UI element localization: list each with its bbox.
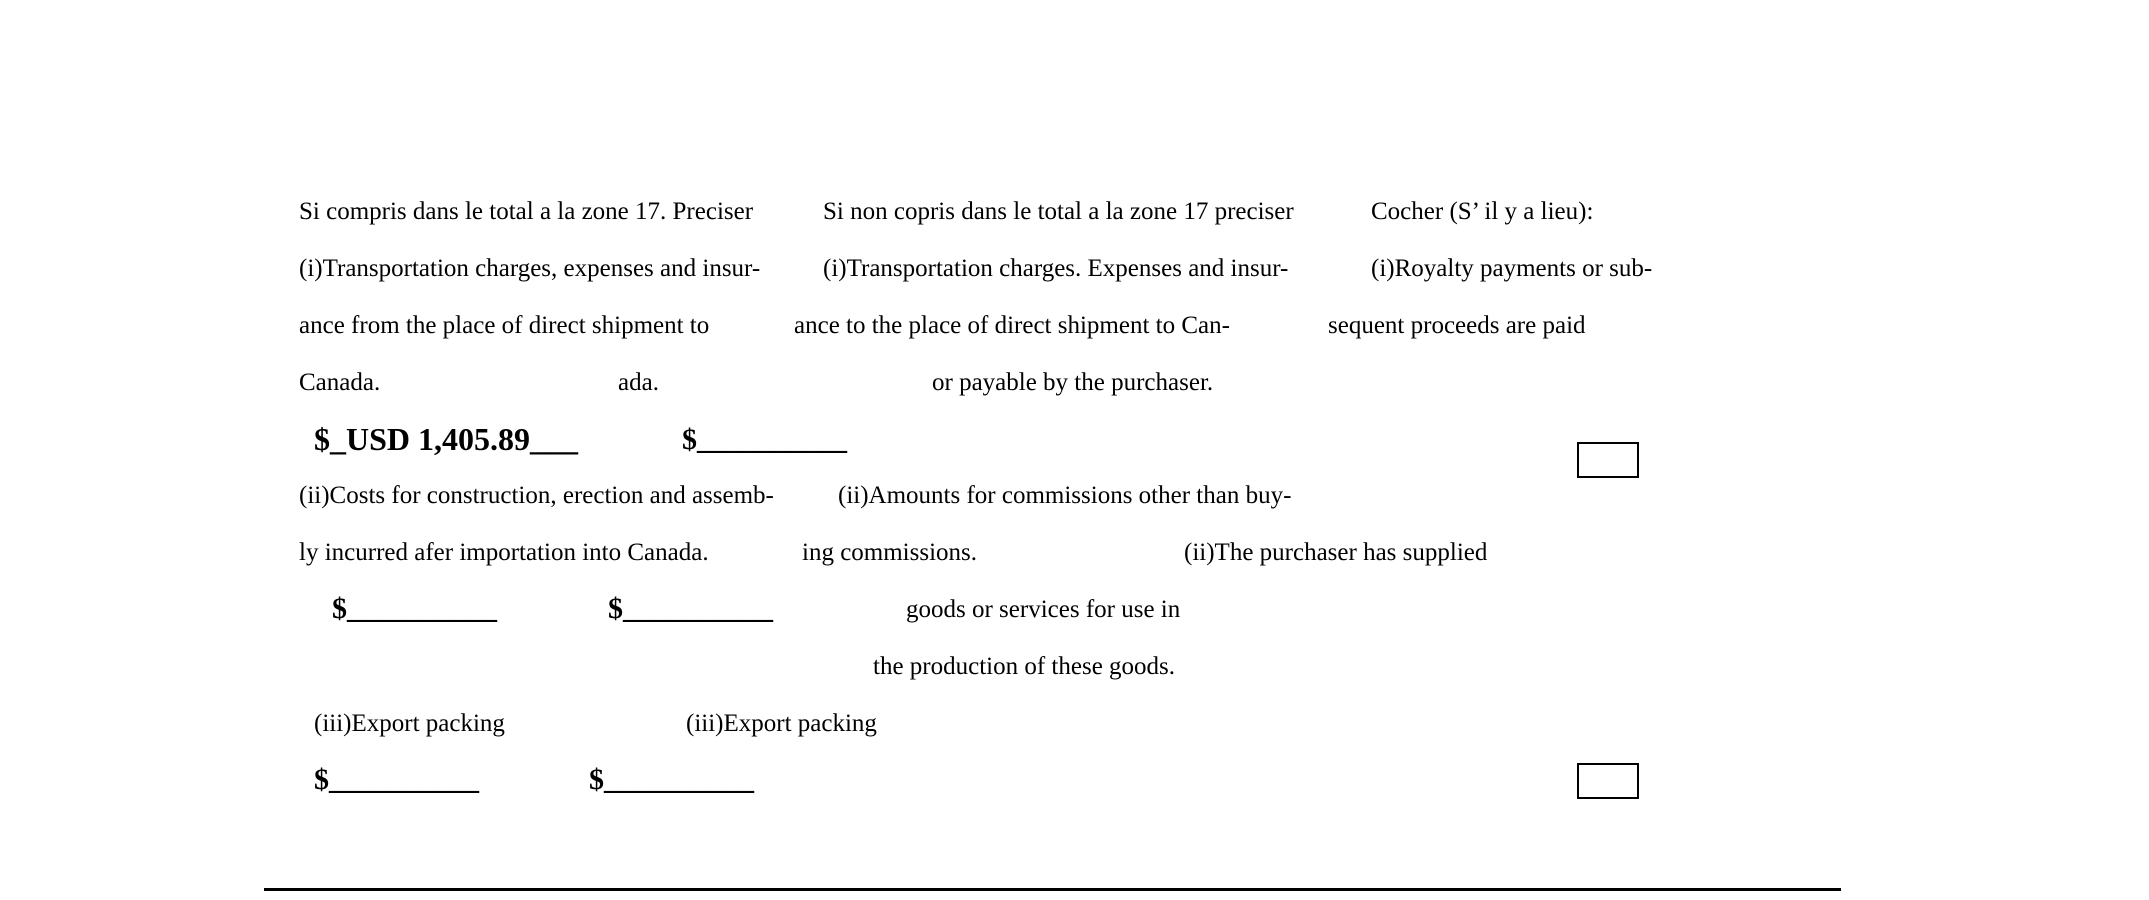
col3-item-ii-line2: (ii)The purchaser has supplied [1184,539,1488,566]
item-iii-amount-included: $__________ [314,763,479,796]
item-ii-amount-included: $__________ [332,592,497,625]
col1-item-i-line1: (i)Transportation charges, expenses and insur- [299,255,761,282]
col3-item-ii-line4: the production of these goods. [873,653,1176,680]
col2-item-i-line3: ada. [618,369,659,396]
col2-header: Si non copris dans le total a la zone 17 preciser [823,198,1294,225]
purchaser-supplied-goods-checkbox[interactable] [1577,763,1639,799]
col1-item-ii-line1: (ii)Costs for construction, erection and assemb- [299,482,774,509]
bottom-rule [264,888,1841,891]
col3-item-ii-line3: goods or services for use in [906,596,1181,623]
item-ii-amount-not-included: $__________ [608,592,773,625]
col1-item-i-line2: ance from the place of direct shipment to [299,312,710,339]
col2-item-i-line2: ance to the place of direct shipment to Can- [794,312,1230,339]
col2-item-ii-line2: ing commissions. [802,539,978,566]
col3-header: Cocher (S’ il y a lieu): [1371,198,1594,225]
col1-item-iii: (iii)Export packing [314,710,505,737]
col3-item-i-line3: or payable by the purchaser. [932,369,1214,396]
item-iii-amount-not-included: $__________ [589,763,754,796]
col3-item-i-line1: (i)Royalty payments or sub- [1371,255,1653,282]
item-i-amount-included: $_USD 1,405.89___ [314,421,579,457]
col1-header: Si compris dans le total a la zone 17. Preciser [299,198,754,225]
col2-item-i-line1: (i)Transportation charges. Expenses and insur- [823,255,1289,282]
col1-item-i-line3: Canada. [299,369,381,396]
royalty-payments-checkbox[interactable] [1577,442,1639,478]
col3-item-i-line2: sequent proceeds are paid [1328,312,1586,339]
col2-item-iii: (iii)Export packing [686,710,877,737]
item-i-amount-not-included: $__________ [682,423,847,456]
col1-item-ii-line2: ly incurred afer importation into Canada. [299,539,709,566]
col2-item-ii-line1: (ii)Amounts for commissions other than buy- [838,482,1292,509]
